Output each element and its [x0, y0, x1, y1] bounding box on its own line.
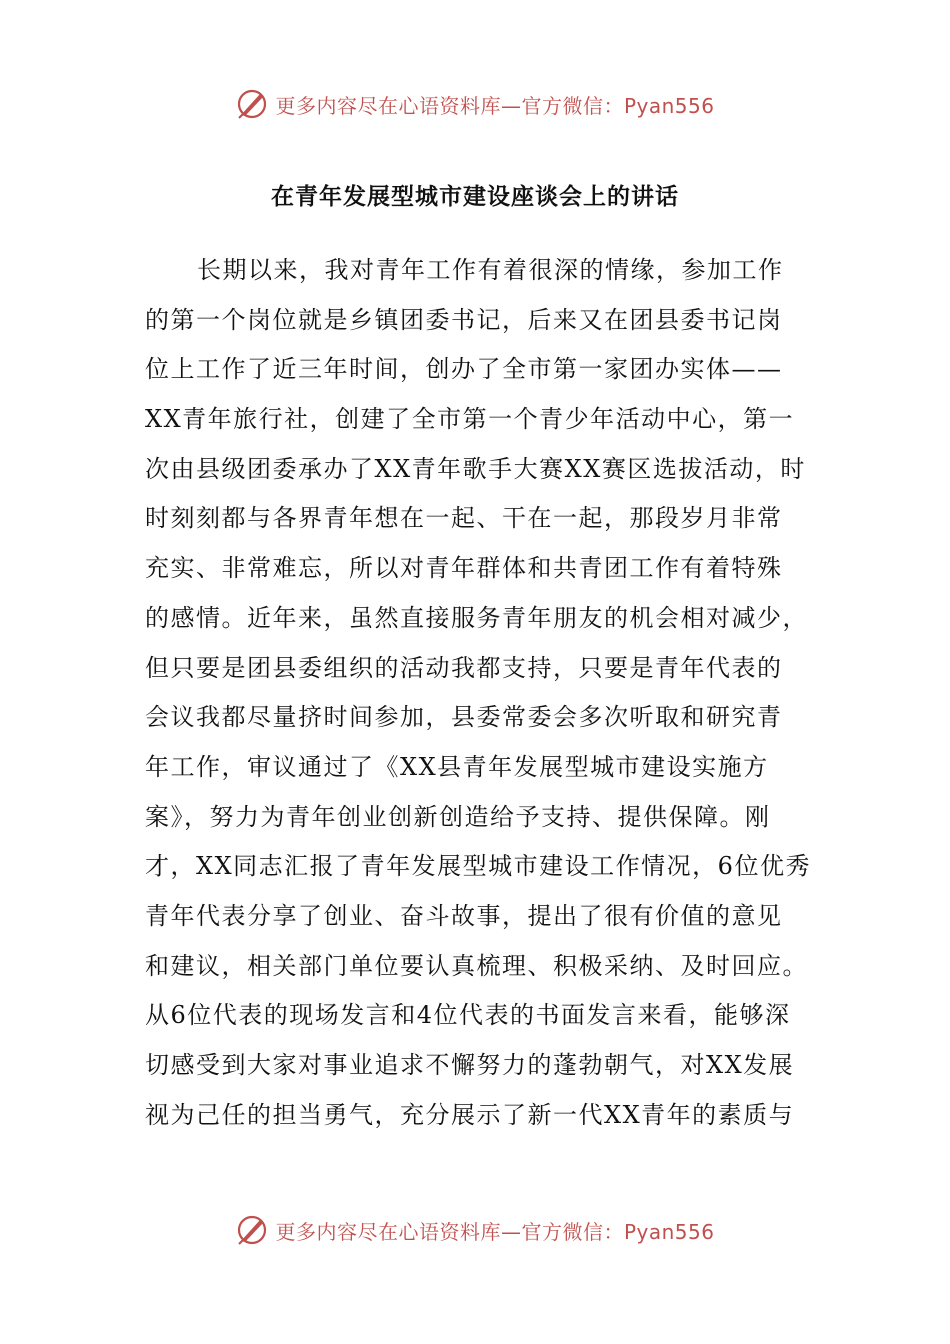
paragraph-line: 长期以来，我对青年工作有着很深的情缘，参加工作 — [197, 256, 784, 284]
paragraph-line: XX青年旅行社，创建了全市第一个青少年活动中心，第一 — [145, 405, 795, 434]
paragraph-line: 充实、非常难忘，所以对青年群体和共青团工作有着特殊 — [145, 554, 783, 583]
paragraph-line: 视为己任的担当勇气，充分展示了新一代XX青年的素质与 — [145, 1100, 795, 1129]
watermark-header — [0, 84, 950, 124]
paragraph-line: 青年代表分享了创业、奋斗故事，提出了很有价值的意见 — [145, 901, 783, 930]
document-title: 在青年发展型城市建设座谈会上的讲话 — [271, 184, 679, 210]
quill-pen-circle-icon — [235, 87, 269, 121]
paragraph-line: 时刻刻都与各界青年想在一起、干在一起，那段岁月非常 — [145, 504, 783, 533]
document-body — [145, 246, 810, 1140]
paragraph-line: 案》，努力为青年创业创新创造给予支持、提供保障。刚 — [145, 802, 771, 831]
quill-pen-circle-icon — [235, 1213, 269, 1247]
paragraph-line: 从6位代表的现场发言和4位代表的书面发言来看，能够深 — [145, 1001, 791, 1030]
watermark-text: 更多内容尽在心语资料库—官方微信：Pyan556 — [275, 93, 715, 118]
paragraph-line: 和建议，相关部门单位要认真梳理、积极采纳、及时回应。 — [145, 951, 808, 980]
watermark-text: 更多内容尽在心语资料库—官方微信：Pyan556 — [275, 1219, 715, 1244]
paragraph-line: 的感情。近年来，虽然直接服务青年朋友的机会相对减少， — [145, 603, 808, 632]
paragraph-line: 会议我都尽量挤时间参加，县委常委会多次听取和研究青 — [145, 703, 783, 732]
paragraph-line: 的第一个岗位就是乡镇团委书记，后来又在团县委书记岗 — [145, 305, 783, 334]
paragraph-line: 但只要是团县委组织的活动我都支持，只要是青年代表的 — [145, 653, 783, 682]
paragraph-line: 才，XX同志汇报了青年发展型城市建设工作情况，6位优秀 — [145, 852, 811, 881]
paragraph-line: 切感受到大家对事业追求不懈努力的蓬勃朝气，对XX发展 — [145, 1051, 795, 1079]
paragraph-line: 次由县级团委承办了XX青年歌手大赛XX赛区选拔活动，时 — [145, 454, 806, 483]
paragraph-line: 位上工作了近三年时间，创办了全市第一家团办实体—— — [145, 355, 783, 384]
watermark-footer — [0, 1210, 950, 1250]
paragraph-line: 年工作，审议通过了《XX县青年发展型城市建设实施方 — [145, 752, 769, 781]
